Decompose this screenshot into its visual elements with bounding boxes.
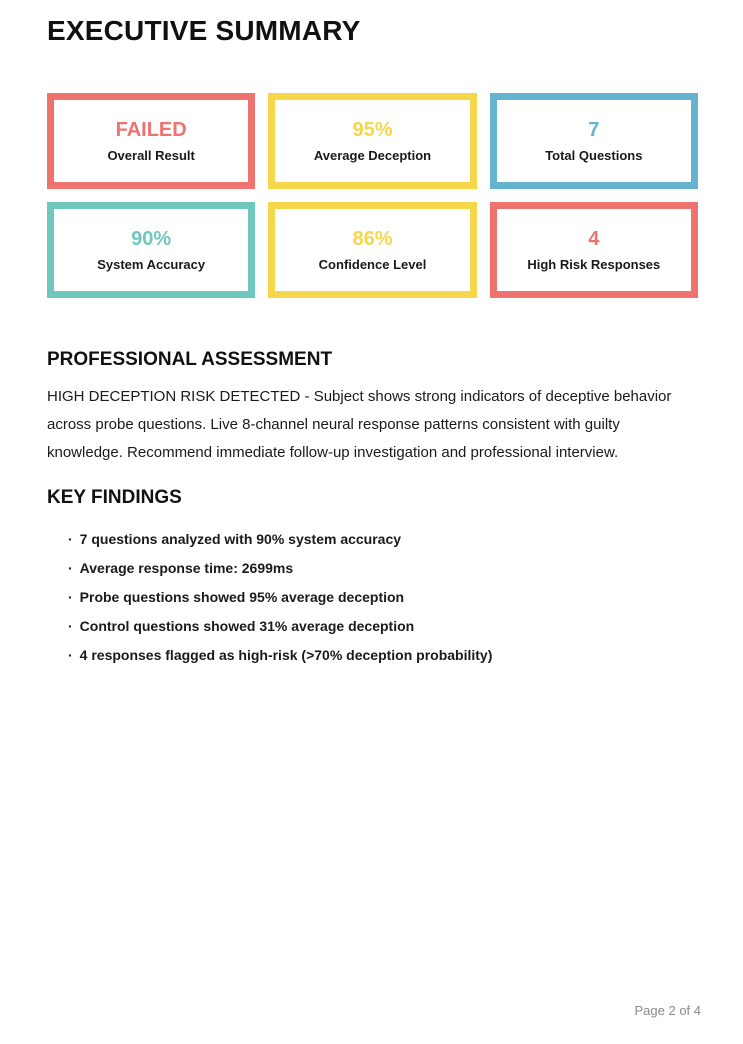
stat-label: System Accuracy — [97, 257, 206, 272]
list-item — [68, 612, 698, 641]
list-item-text: Average response time: 2699ms — [79, 560, 294, 576]
stat-card-confidence-level — [268, 202, 476, 298]
bullet-marker: · — [68, 531, 73, 547]
stat-label: Confidence Level — [318, 257, 427, 272]
stat-value: FAILED — [115, 119, 187, 141]
list-item — [68, 641, 698, 670]
professional-assessment-heading: PROFESSIONAL ASSESSMENT — [47, 349, 333, 370]
stat-card-high-risk-responses — [490, 202, 698, 298]
list-item — [68, 583, 698, 612]
professional-assessment-body: HIGH DECEPTION RISK DETECTED - Subject shows strong indicators of deceptive behavior across probe questions. Live 8-channel neural response patterns consistent with guilty knowledge. Recommend immediate follow-up investigation and professional interview. — [47, 388, 672, 461]
stat-value: 86% — [352, 228, 393, 250]
stat-label: Average Deception — [313, 148, 432, 163]
stat-value: 95% — [352, 119, 393, 141]
page-title: EXECUTIVE SUMMARY — [47, 15, 361, 46]
bullet-marker: · — [68, 647, 73, 663]
stat-label: High Risk Responses — [527, 257, 661, 272]
stat-label: Overall Result — [107, 148, 195, 163]
stat-card-total-questions — [490, 93, 698, 189]
key-findings-heading: KEY FINDINGS — [47, 487, 182, 508]
list-item-text: Probe questions showed 95% average deception — [79, 589, 405, 605]
stat-label: Total Questions — [545, 148, 643, 163]
bullet-marker: · — [68, 560, 73, 576]
stat-value: 90% — [131, 228, 172, 250]
list-item — [68, 525, 698, 554]
list-item — [68, 554, 698, 583]
stat-value: 7 — [588, 119, 600, 141]
stat-card-overall-result — [47, 93, 255, 189]
stat-card-system-accuracy — [47, 202, 255, 298]
stat-card-average-deception — [268, 93, 476, 189]
page-number: Page 2 of 4 — [634, 1003, 701, 1018]
stat-cards-grid — [47, 93, 698, 298]
bullet-marker: · — [68, 618, 73, 634]
stat-value: 4 — [588, 228, 600, 250]
list-item-text: 7 questions analyzed with 90% system accuracy — [79, 531, 402, 547]
list-item-text: Control questions showed 31% average deception — [79, 618, 415, 634]
bullet-marker: · — [68, 589, 73, 605]
list-item-text: 4 responses flagged as high-risk (>70% deception probability) — [79, 647, 493, 663]
key-findings-list — [47, 525, 698, 670]
